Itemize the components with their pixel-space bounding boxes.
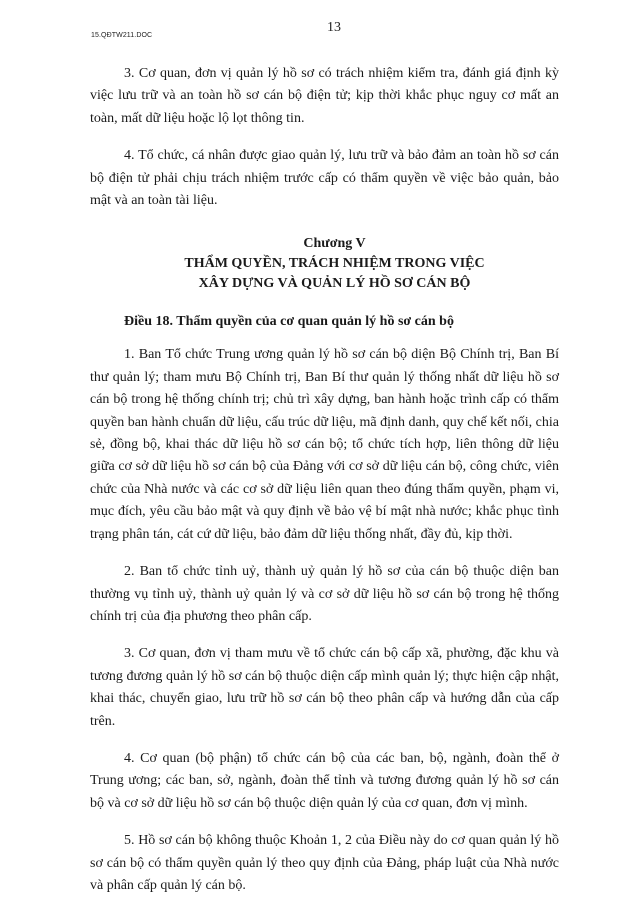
article-18-clause-4: 4. Cơ quan (bộ phận) tổ chức cán bộ của các ban, bộ, ngành, đoàn thể ở Trung ương; các ban, sở, ngành, đoàn thể tỉnh và tương đương quản lý hồ sơ cán bộ và cơ sở dữ liệu hồ sơ cán bộ thuộc diện quản lý của cơ quan, đơn vị mình. [90, 750, 559, 811]
article-18-clause-1: 1. Ban Tổ chức Trung ương quản lý hồ sơ cán bộ diện Bộ Chính trị, Ban Bí thư quản lý; tham mưu Bộ Chính trị, Ban Bí thư quản lý thống nhất dữ liệu hồ sơ cán bộ trong hệ thống chính trị; chủ trì xây dựng, ban hành hoặc trình cấp có thẩm quyền ban hành chuẩn dữ liệu, cấu trúc dữ liệu, mã định danh, quy chế kết nối, chia sẻ, đồng bộ, khai thác dữ liệu hồ sơ cán bộ; tổ chức tích hợp, liên thông dữ liệu giữa cơ sở dữ liệu hồ sơ cán bộ của Đảng với cơ sở dữ liệu cán bộ, công chức, viên chức của Nhà nước và các cơ sở dữ liệu liên quan theo đúng thẩm quyền, phạm vi, mục đích, yêu cầu bảo mật và quy định về bảo vệ bí mật nhà nước; khắc phục tình trạng phân tán, cát cứ dữ liệu, bảo đảm dữ liệu thống nhất, đầy đủ, kịp thời. [90, 347, 559, 542]
page-number: 13 [327, 20, 341, 35]
article-18-clause-5: 5. Hồ sơ cán bộ không thuộc Khoản 1, 2 của Điều này do cơ quan quản lý hồ sơ cán bộ có thẩm quyền quản lý theo quy định của Đảng, pháp luật của Nhà nước và phân cấp quản lý cán bộ. [90, 833, 559, 893]
chapter-number: Chương V [303, 236, 366, 252]
document-file-id: 15.QĐTW211.DOC [91, 32, 153, 39]
article-18-heading: Điều 18. Thẩm quyền của cơ quan quản lý hồ sơ cán bộ [124, 314, 454, 330]
article-18-clause-3: 3. Cơ quan, đơn vị tham mưu về tổ chức cán bộ cấp xã, phường, đặc khu và tương đương quản lý hồ sơ cán bộ thuộc diện cấp mình quản lý; thực hiện cập nhật, khai thác, chuyển giao, lưu trữ hồ sơ cán bộ theo phân cấp và hướng dẫn của cấp trên. [90, 646, 559, 729]
chapter-heading [90, 234, 559, 294]
paragraph-clause-4: 4. Tổ chức, cá nhân được giao quản lý, lưu trữ và bảo đảm an toàn hồ sơ cán bộ điện tử phải chịu trách nhiệm trước cấp có thẩm quyền về việc bảo quản, bảo mật và an toàn tài liệu. [90, 148, 559, 209]
document-body [90, 63, 559, 912]
paragraph-clause-3: 3. Cơ quan, đơn vị quản lý hồ sơ có trách nhiệm kiểm tra, đánh giá định kỳ việc lưu trữ và an toàn hồ sơ cán bộ điện tử; kịp thời khắc phục nguy cơ mất an toàn, mất dữ liệu hoặc lộ lọt thông tin. [90, 66, 559, 126]
article-18-clause-2: 2. Ban tổ chức tỉnh uỷ, thành uỷ quản lý hồ sơ của cán bộ thuộc diện ban thường vụ tỉnh uỷ, thành uỷ quản lý và cơ sở dữ liệu hồ sơ cán bộ trong hệ thống chính trị của địa phương theo phân cấp. [90, 564, 559, 624]
chapter-title-line-2: XÂY DỰNG VÀ QUẢN LÝ HỒ SƠ CÁN BỘ [198, 276, 471, 292]
chapter-title-line-1: THẨM QUYỀN, TRÁCH NHIỆM TRONG VIỆC [184, 256, 485, 272]
